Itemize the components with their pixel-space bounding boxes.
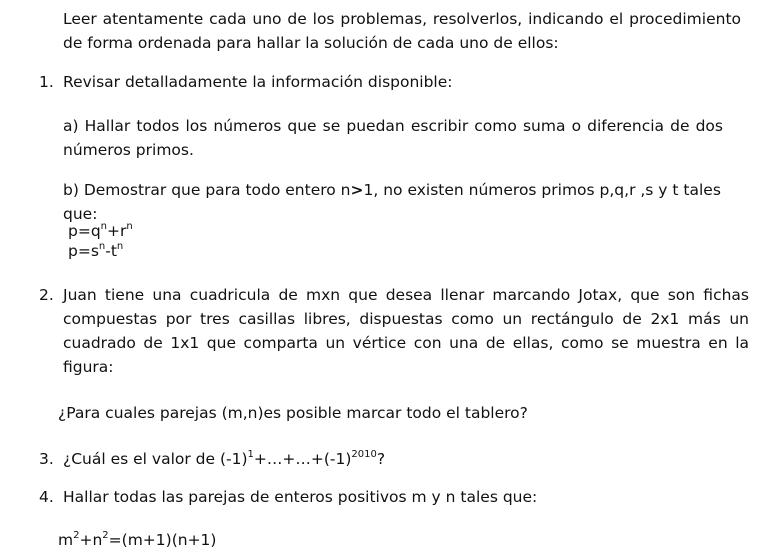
equation-1-term: +r [107, 222, 127, 240]
problem-4-number: 4. [39, 488, 54, 506]
equation-2-term: -t [105, 242, 117, 260]
equation-plus-n: +n [79, 531, 103, 549]
exponent-n: n [98, 240, 106, 252]
equation-1 [68, 221, 133, 241]
problem-1-part-b [63, 178, 738, 226]
problem-1-number: 1. [39, 73, 54, 91]
equation-m: m [58, 531, 74, 549]
problem-1-part-a: a) Hallar todos los números que se puedan escribir como suma o diferencia de dos números primos. [63, 117, 723, 159]
exponent-2010: 2010 [351, 448, 377, 460]
equation-2-lhs: p=s [68, 242, 99, 260]
part-b-suffix: 1, no existen números primos p,q,r ,s y t tales que: [63, 181, 721, 223]
exponent-1: 1 [247, 448, 254, 460]
problem-3-number: 3. [39, 450, 54, 468]
problem-2-text: Juan tiene una cuadricula de mxn que desea llenar marcando Jotax, que son fichas compuestas por tres casillas libres, dispuestas como un rectángulo de 2x1 más un cuadrado de 1x1 que comparta un vértice con una de ellas, como se muestra en la figura: [63, 286, 749, 376]
problem-3-middle: +…+…+(-1) [253, 450, 352, 468]
instructions-paragraph: Leer atentamente cada uno de los problemas, resolverlos, indicando el procedimiento de forma ordenada para hallar la solución de cada uno de ellos: [63, 10, 741, 52]
exponent-2: 2 [102, 529, 109, 541]
problem-1-text: Revisar detalladamente la información disponible: [63, 73, 453, 91]
problem-3-text [63, 447, 743, 471]
exponent-n: n [126, 220, 133, 232]
greater-than-sign: > [350, 181, 364, 199]
equation-1-lhs: p=q [68, 222, 101, 240]
problem-4-equation [58, 528, 458, 552]
problem-2-question: ¿Para cuales parejas (m,n)es posible marcar todo el tablero? [58, 404, 528, 422]
exponent-n: n [116, 240, 124, 252]
problem-3-suffix: ? [376, 450, 386, 468]
equation-rhs: =(m+1)(n+1) [108, 531, 217, 549]
equation-2 [68, 241, 123, 261]
exponent-2: 2 [73, 529, 80, 541]
problem-2-number: 2. [39, 286, 54, 304]
problem-3-prefix: ¿Cuál es el valor de (-1) [63, 450, 248, 468]
part-b-prefix: b) Demostrar que para todo entero n [63, 181, 351, 199]
problem-4-text: Hallar todas las parejas de enteros positivos m y n tales que: [63, 488, 538, 506]
exponent-n: n [100, 220, 108, 232]
